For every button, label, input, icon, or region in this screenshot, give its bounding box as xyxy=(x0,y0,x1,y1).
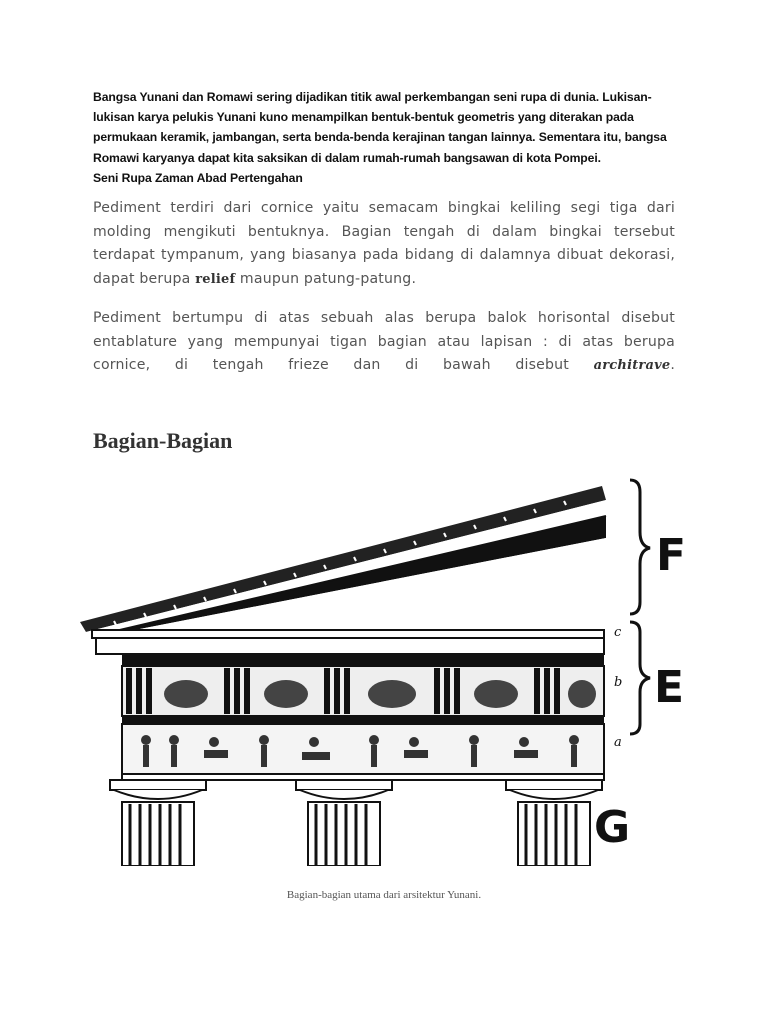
architrave xyxy=(122,716,604,780)
entablature-text-after: . xyxy=(670,357,675,374)
greek-entablature-diagram xyxy=(74,472,694,866)
pediment-paragraph xyxy=(93,197,675,291)
section-heading: Bagian-Bagian xyxy=(93,428,233,453)
label-e: E xyxy=(654,662,685,713)
figure-caption: Bagian-bagian utama dari arsitektur Yunani. xyxy=(286,889,482,901)
intro-text-block xyxy=(93,87,683,188)
intro-subtitle: Seni Rupa Zaman Abad Pertengahan xyxy=(93,170,303,185)
label-b: b xyxy=(614,675,623,690)
horizontal-cornice xyxy=(92,630,604,654)
label-f: F xyxy=(656,530,687,581)
entablature-term-architrave: architrave xyxy=(593,358,671,374)
pediment-term-relief: relief xyxy=(195,271,236,287)
label-g: G xyxy=(594,802,631,853)
pediment-text-before: Pediment terdiri dari cornice yaitu semacam bingkai keliling segi tiga dari molding mengikuti bentuknya. Bagian tengah di dalam bingkai tersebut terdapat tympanum, yang biasanya pada bidang di dalamnya dibuat dekorasi, dapat berupa xyxy=(93,200,675,287)
label-a: a xyxy=(614,735,622,750)
intro-paragraph: Bangsa Yunani dan Romawi sering dijadikan titik awal perkembangan seni rupa di dunia. Lukisan-lukisan karya pelukis Yunani kuno menampilkan bentuk-bentuk geometris yang diterakan pada permukaan keramik, jambangan, serta benda-benda kerajinan tangan lainnya. Sementara itu, bangsa Romawi karyanya dapat kita saksikan di dalam rumah-rumah bangsawan di kota Pompei. xyxy=(93,90,667,165)
pediment-text-after: maupun patung-patung. xyxy=(235,270,417,287)
label-c: c xyxy=(614,625,622,640)
columns xyxy=(110,780,602,866)
frieze xyxy=(122,654,604,716)
entablature-text-before: Pediment bertumpu di atas sebuah alas berupa balok horisontal disebut entablature yang mempunyai tigan bagian atau lapisan : di atas berupa cornice, di tengah frieze dan di bawah disebut xyxy=(93,310,675,374)
entablature-paragraph xyxy=(93,307,675,378)
